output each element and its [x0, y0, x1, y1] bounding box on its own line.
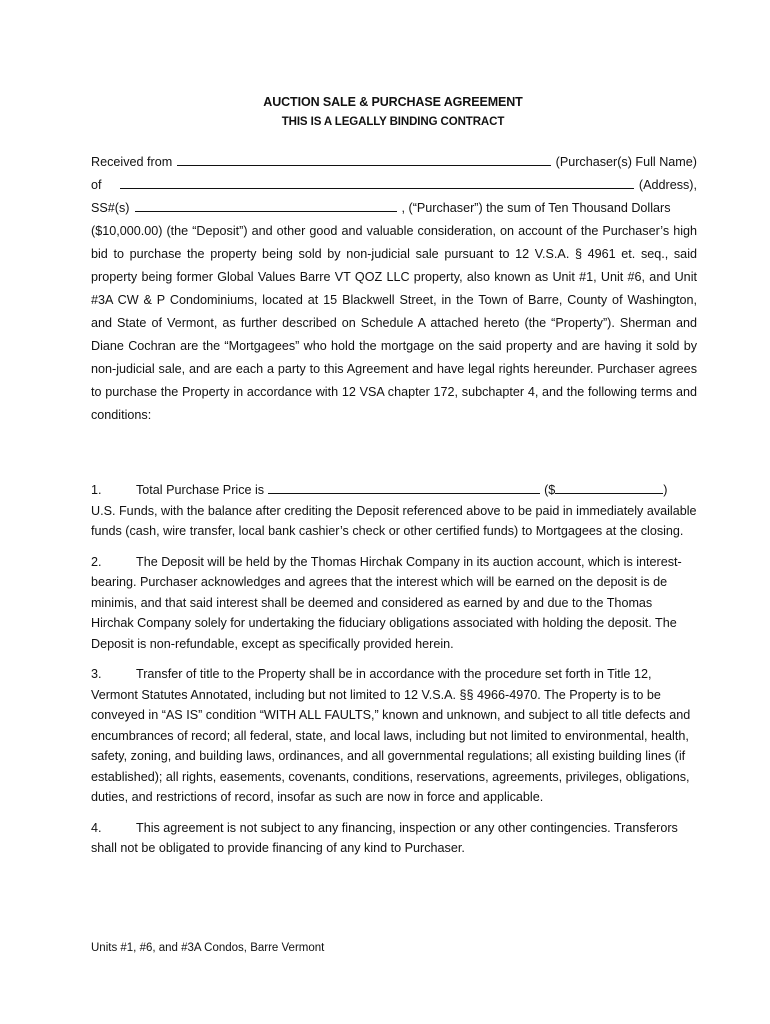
intro-paragraph [91, 151, 697, 427]
intro-body-text: ($10,000.00) (the “Deposit”) and other good and valuable consideration, on account of the Purchaser’s high bid to purchase the property being sold by non-judicial sale pursuant to 12 V.S.A. § 4961 et. seq., said property being former Global Values Barre VT QOZ LLC property, also known as Unit #1, Unit #6, and Unit #3A CW & P Condominiums, located at 15 Blackwell Street, in the Town of Barre, County of Washington, and State of Vermont, as further described on Schedule A attached hereto (the “Property”). Sherman and Diane Cochran are the “Mortgagees” who hold the mortgage on the said property and are having it sold by non-judicial sale, and are each a party to this Agreement and have legal rights hereunder. Purchaser agrees to purchase the Property in accordance with 12 VSA chapter 172, subchapter 4, and the following terms and conditions: [91, 224, 697, 422]
ss-label: SS#(s) [91, 201, 130, 215]
purchase-price-line [91, 480, 697, 501]
page-footer: Units #1, #6, and #3A Condos, Barre Vermont [91, 942, 325, 954]
term-number: 1. [91, 483, 102, 497]
document-title: AUCTION SALE & PURCHASE AGREEMENT [263, 95, 523, 109]
purchaser-name-label: (Purchaser(s) Full Name) [555, 155, 697, 169]
address-line [91, 174, 697, 197]
term-number: 4. [91, 820, 102, 835]
purchaser-name-field[interactable] [177, 153, 550, 166]
purchase-price-lead: Total Purchase Price is [136, 483, 265, 497]
ss-line [91, 197, 697, 220]
purchase-price-amount-field[interactable] [555, 481, 663, 494]
address-label: (Address), [638, 178, 697, 192]
received-from-line [91, 151, 697, 174]
received-from-label: Received from [91, 155, 173, 169]
term-text: This agreement is not subject to any financing, inspection or any other contingencies. Transferors shall not be obligated to provide financing of any kind to Purchaser. [91, 820, 678, 855]
term-item-1 [91, 480, 697, 542]
terms-list [91, 480, 697, 869]
term-text: Transfer of title to the Property shall be in accordance with the procedure set forth in Title 12, Vermont Statutes Annotated, including but not limited to 12 V.S.A. §§ 4966-4970. The Property is to be conveyed in “AS IS” condition “WITH ALL FAULTS,” known and unknown, and subject to all title defects and encumbrances of record; all federal, state, and local laws, including but not limited to environmental, health, safety, zoning, and building laws, ordinances, and all governmental regulations; all existing building lines (if established); all rights, easements, covenants, conditions, reservations, agreements, privileges, obligations, duties, and restrictions of record, insofar as such are now in force and applicable. [91, 667, 691, 804]
ss-tail-text: , (“Purchaser”) the sum of Ten Thousand Dollars [401, 201, 671, 215]
term-item-2 [91, 552, 697, 655]
term-text: The Deposit will be held by the Thomas Hirchak Company in its auction account, which is interest-bearing. Purchaser acknowledges and agrees that the interest which will be earned on the deposit is de minimis, and that said interest shall be deemed and considered as earned by and due to the Thomas Hirchak Company solely for undertaking the fiduciary obligations associated with holding the deposit. The Deposit is non-refundable, except as specifically provided herein. [91, 554, 682, 651]
purchase-price-paren-open: ($ [544, 483, 556, 497]
term-item-3 [91, 664, 697, 808]
term-text: U.S. Funds, with the balance after crediting the Deposit referenced above to be paid in immediately available funds (cash, wire transfer, local bank cashier’s check or other certified funds) to Mortgagees at the closing. [91, 503, 697, 538]
of-label: of [91, 178, 102, 192]
term-number: 3. [91, 667, 102, 681]
ss-number-field[interactable] [135, 199, 397, 212]
purchase-price-words-field[interactable] [268, 481, 540, 494]
purchase-price-paren-close: ) [663, 483, 668, 497]
address-field[interactable] [120, 176, 634, 189]
term-number: 2. [91, 554, 102, 569]
document-subtitle: THIS IS A LEGALLY BINDING CONTRACT [281, 116, 505, 128]
term-item-4 [91, 818, 697, 859]
